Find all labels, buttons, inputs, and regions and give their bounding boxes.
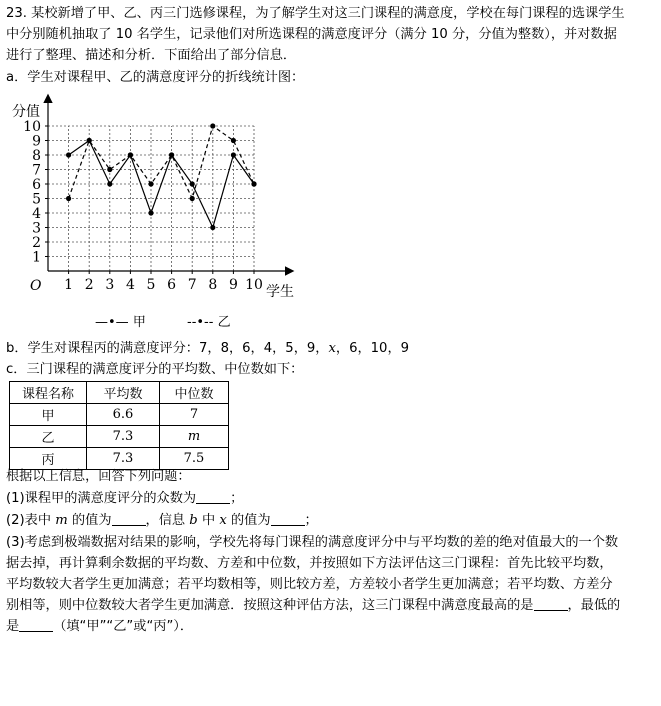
x-tick-label: 9 <box>228 277 238 293</box>
legend-dashed-line-icon: --•-- <box>187 315 214 330</box>
answer-blank-2[interactable] <box>112 511 146 526</box>
legend-solid-line-icon: —•— <box>95 315 129 330</box>
question-1: (1)课程甲的满意度评分的众数为 ； <box>6 491 244 506</box>
course-name: 丙 <box>10 448 87 470</box>
part-a-caption: a．学生对课程甲、乙的满意度评分的折线统计图： <box>6 70 305 85</box>
question-3-line-5: 是 （填“甲”“乙”或“丙”）． <box>6 619 194 634</box>
data-point-jia <box>231 152 236 157</box>
x-tick-label: 6 <box>167 277 177 293</box>
question-intro-line-2: 中分别随机抽取了 10 名学生，记录他们对所选课程的满意度评分（满分 10 分，分值为整数），并对数据 <box>6 27 617 42</box>
median-value: 7 <box>160 404 229 426</box>
x-axis-label: 学生 <box>266 284 294 300</box>
var-x: x <box>328 341 336 356</box>
y-tick-label: 9 <box>32 133 41 150</box>
x-tick-label: 1 <box>64 277 74 293</box>
x-tick-label: 5 <box>146 277 156 293</box>
y-tick-label: 1 <box>32 249 41 266</box>
question-3-line-2: 据去掉，再计算剩余数据的平均数、方差和中位数，并按照如下方法评估这三门课程：首先比较平均数， <box>6 556 613 571</box>
stats-table <box>9 381 229 470</box>
series-line-yi <box>69 126 254 199</box>
x-tick-label: 4 <box>125 277 135 293</box>
x-tick-label: 8 <box>208 277 218 293</box>
y-tick-label: 5 <box>32 191 41 208</box>
data-point-jia <box>66 152 71 157</box>
question-intro-line-1: 23. 某校新增了甲、乙、丙三门选修课程，为了解学生对这三门课程的满意度，学校在每门课程的选课学生 <box>6 6 625 21</box>
x-tick-label: 7 <box>187 277 197 293</box>
x-tick-label: 10 <box>245 277 263 293</box>
data-point-yi <box>148 181 153 186</box>
answer-blank-5[interactable] <box>19 617 53 632</box>
data-point-yi <box>231 138 236 143</box>
question-3-line-3: 平均数较大者学生更加满意；若平均数相等，则比较方差，方差较小者学生更加满意；若平均数、方差分 <box>6 577 613 592</box>
y-tick-label: 6 <box>32 177 41 193</box>
table-header: 中位数 <box>160 382 229 404</box>
mean-value: 6.6 <box>87 404 160 426</box>
y-tick-label: 4 <box>32 206 41 222</box>
data-point-yi <box>251 181 256 186</box>
median-value: 7.5 <box>160 448 229 470</box>
course-name: 乙 <box>10 426 87 448</box>
y-tick-label: 8 <box>32 148 41 164</box>
data-point-yi <box>66 196 71 201</box>
x-tick-label: 3 <box>105 277 115 293</box>
data-point-yi <box>190 196 195 201</box>
answer-blank-3[interactable] <box>271 511 305 526</box>
part-c-caption: c．三门课程的满意度评分的平均数、中位数如下： <box>6 362 304 377</box>
table-row <box>10 404 229 426</box>
answer-blank-1[interactable] <box>196 489 230 504</box>
mean-value: 7.3 <box>87 426 160 448</box>
table-header: 平均数 <box>87 382 160 404</box>
data-point-yi <box>210 123 215 128</box>
y-tick-label: 2 <box>32 235 41 251</box>
data-point-yi <box>107 167 112 172</box>
data-point-yi <box>169 152 174 157</box>
data-point-jia <box>107 181 112 186</box>
y-tick-label: 7 <box>32 162 41 179</box>
legend-item-yi <box>187 311 231 330</box>
question-intro-line-3: 进行了整理、描述和分析．下面给出了部分信息． <box>6 48 297 63</box>
part-b-text: b．学生对课程丙的满意度评分：7，8，6，4，5，9，x，6，10，9 <box>6 341 410 356</box>
mean-value: 7.3 <box>87 448 160 470</box>
answer-blank-4[interactable] <box>534 596 568 611</box>
question-3-line-1: (3)考虑到极端数据对结果的影响，学校先将每门课程的满意度评分中与平均数的差的绝对值最大的一个数 <box>6 535 619 550</box>
table-row <box>10 426 229 448</box>
data-point-jia <box>148 210 153 215</box>
origin-label: O <box>30 278 42 294</box>
data-point-jia <box>190 181 195 186</box>
y-axis-label: 分值 <box>12 104 40 120</box>
data-point-yi <box>128 152 133 157</box>
table-header: 课程名称 <box>10 382 87 404</box>
y-tick-label: 10 <box>23 119 41 135</box>
legend-label-jia: 甲 <box>132 315 146 330</box>
data-point-jia <box>210 225 215 230</box>
median-value: m <box>160 426 229 448</box>
legend-label-yi: 乙 <box>217 315 231 330</box>
data-point-yi <box>87 138 92 143</box>
y-tick-label: 3 <box>32 220 41 237</box>
x-tick-label: 2 <box>84 277 94 293</box>
line-chart <box>0 92 320 307</box>
table-header-row <box>10 382 229 404</box>
course-name: 甲 <box>10 404 87 426</box>
legend-item-jia <box>95 311 146 330</box>
questions-lead: 根据以上信息，回答下列问题： <box>6 469 191 484</box>
question-2: (2)表中 m 的值为 ，信息 b 中 x 的值为 ； <box>6 513 318 528</box>
question-3-line-4: 别相等，则中位数较大者学生更加满意．按照这种评估方法，这三门课程中满意度最高的是 ，最低的 <box>6 598 621 613</box>
